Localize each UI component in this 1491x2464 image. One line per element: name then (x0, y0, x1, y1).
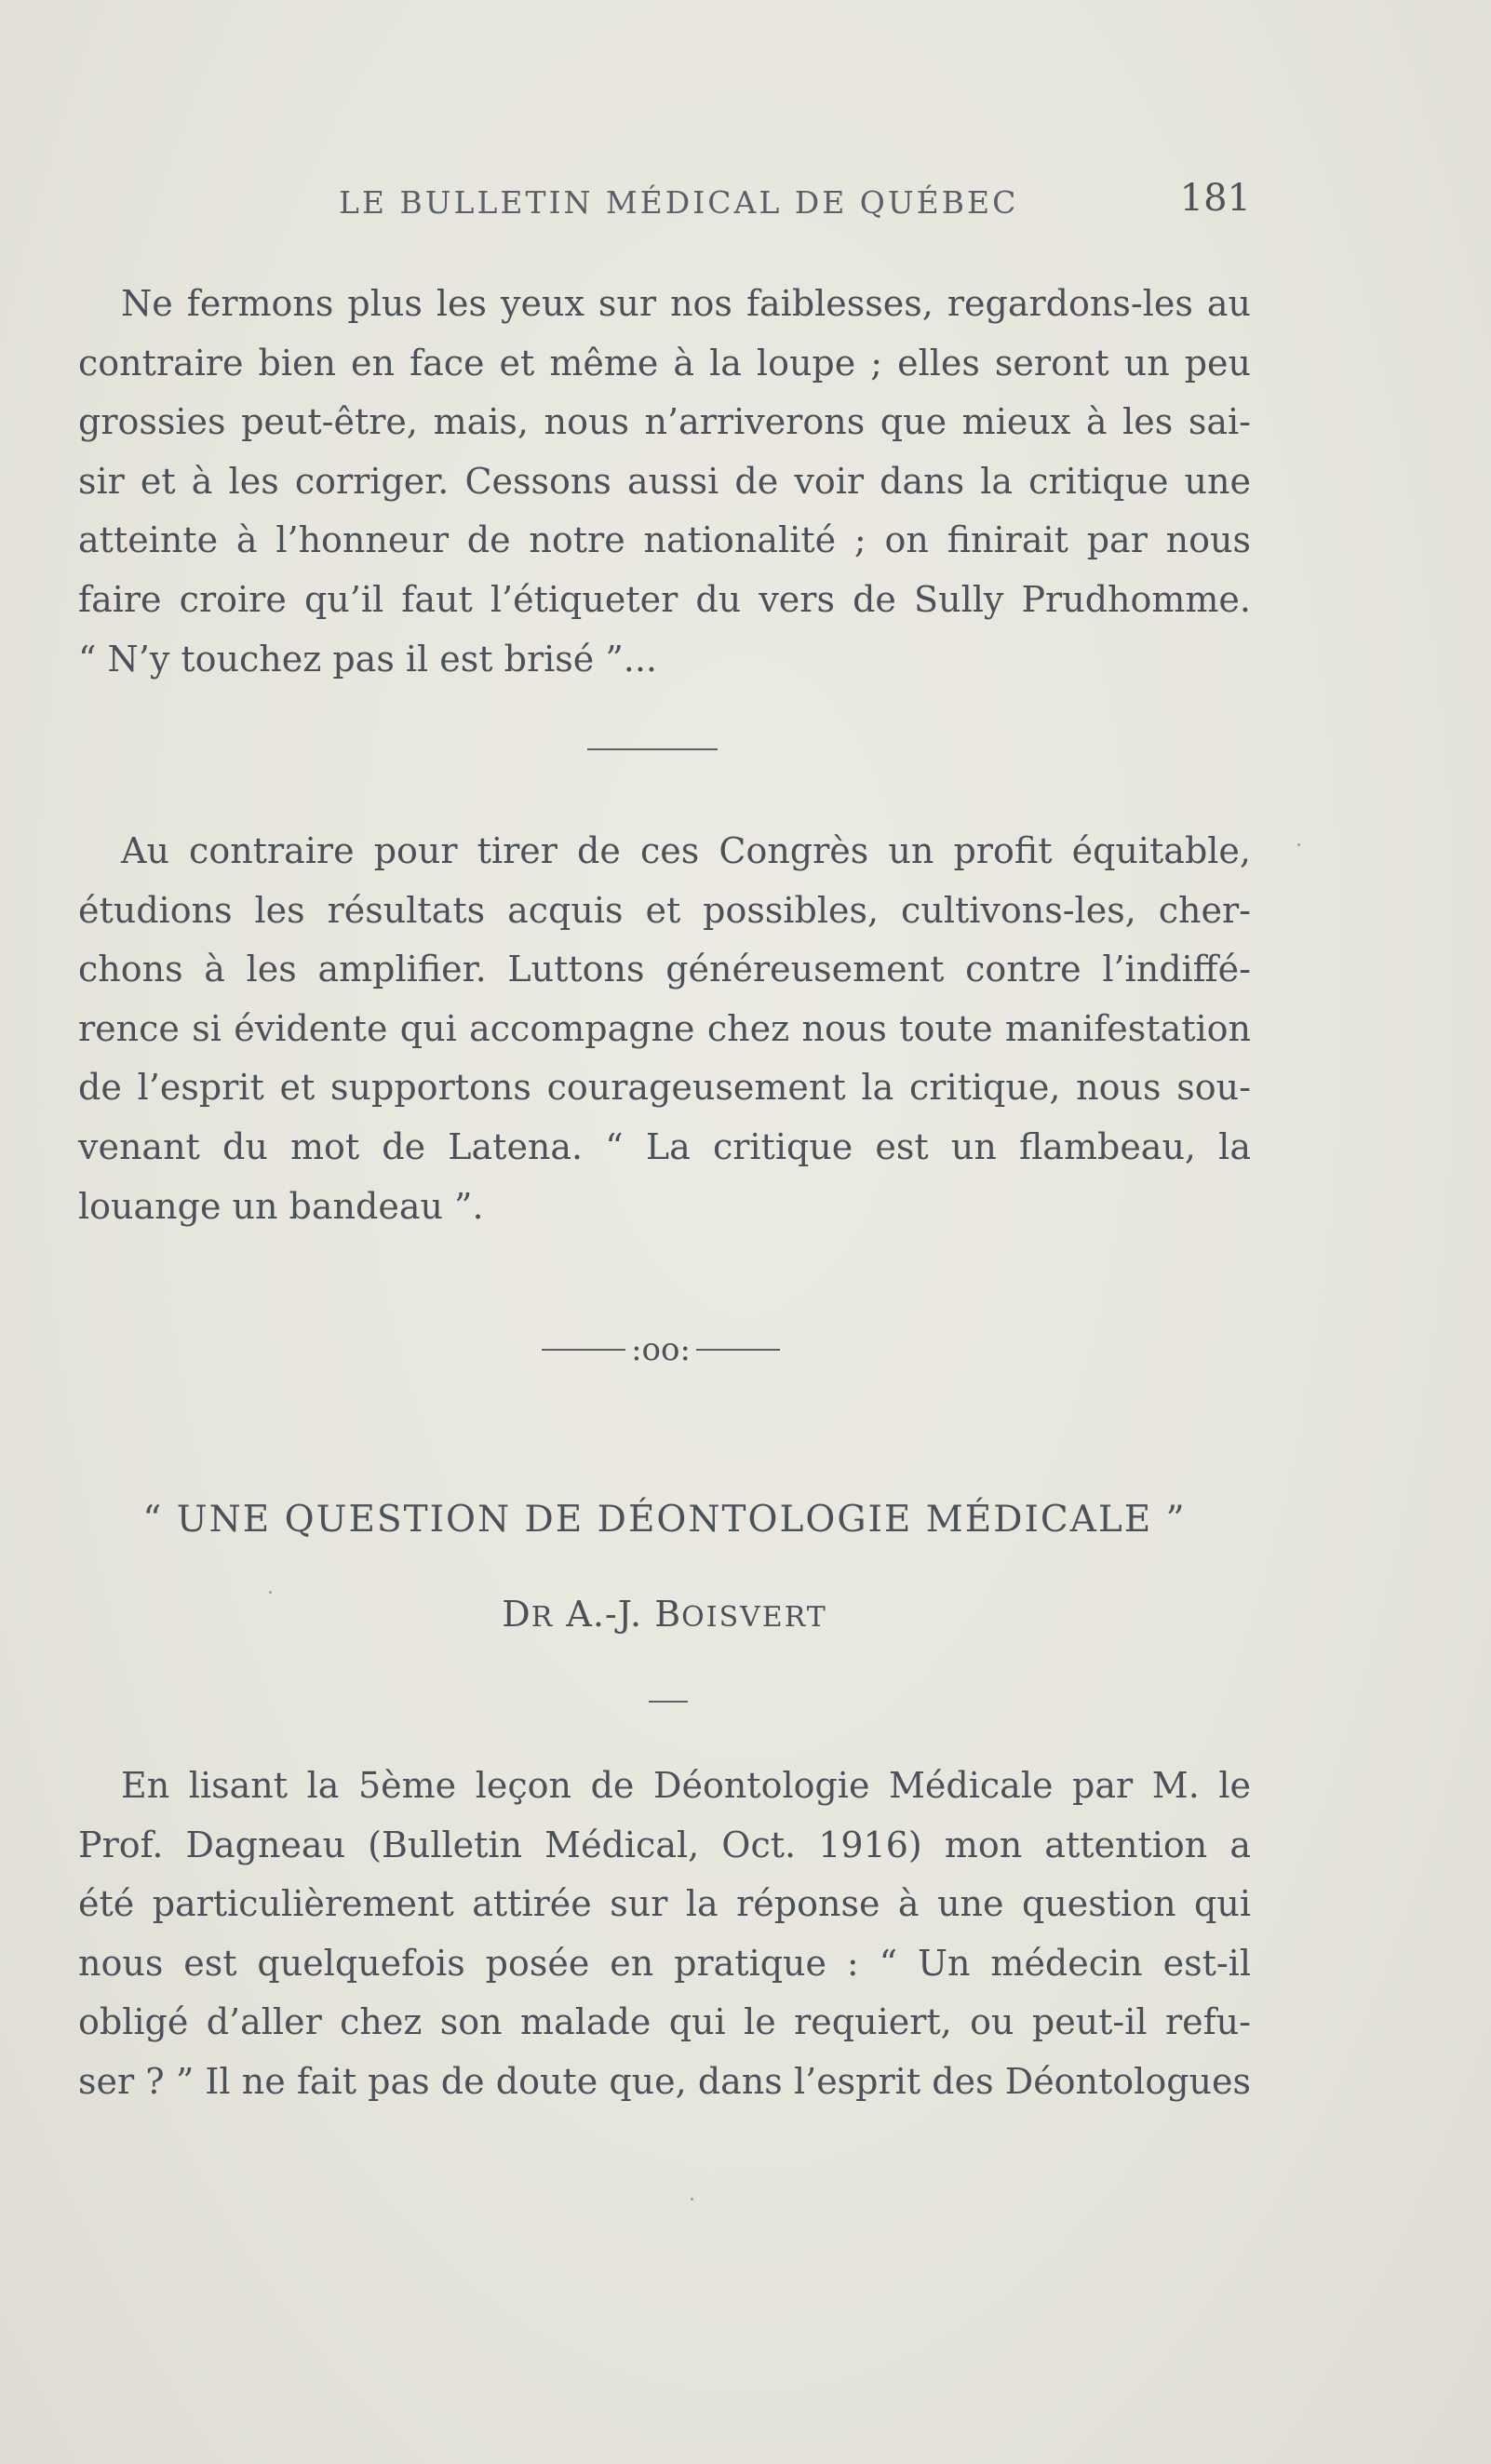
separator-text: :oo: (631, 1331, 691, 1368)
text-line: sir et à les corriger. Cessons aussi de voir dans la critique une (78, 460, 1251, 502)
text-line: contraire bien en face et même à la loupe ; elles seront un peu (78, 342, 1251, 384)
author-prefix-small: R (531, 1601, 555, 1634)
author-surname-cap: B (654, 1594, 682, 1635)
running-header (78, 177, 1251, 223)
page-number: 181 (1179, 177, 1251, 220)
text-line: “ N’y touchez pas il est brisé ”... (78, 638, 658, 680)
text-line: obligé d’aller chez son malade qui le requiert, ou peut-il refu- (78, 2001, 1251, 2043)
article-title: “ UNE QUESTION DE DÉONTOLOGIE MÉDICALE ” (142, 1499, 1187, 1541)
specks (269, 1591, 272, 1594)
author-initials: A.-J. (566, 1594, 643, 1635)
separator-dash-left (542, 1349, 625, 1351)
running-title: LE BULLETIN MÉDICAL DE QUÉBEC (339, 184, 1019, 221)
title-rule (649, 1701, 688, 1703)
paragraph-3 (78, 1757, 1251, 2112)
text-line: Prof. Dagneau (Bulletin Médical, Oct. 1916) mon attention a (78, 1824, 1251, 1865)
separator-dash-right (696, 1349, 780, 1351)
text-line: nous est quelquefois posée en pratique : “ Un médecin est-il (78, 1942, 1251, 1984)
text-line: de l’esprit et supportons courageusement la critique, nous sou- (78, 1067, 1251, 1109)
text-line: été particulièrement attirée sur la réponse à une question qui (78, 1883, 1251, 1925)
specks (691, 2198, 693, 2201)
article-author (78, 1594, 1251, 1635)
text-line: Au contraire pour tirer de ces Congrès un profit équitable, (121, 830, 1251, 871)
text-line: étudions les résultats acquis et possibles, cultivons-les, cher- (78, 889, 1251, 931)
text-line: ser ? ” Il ne fait pas de doute que, dans l’esprit des Déontologues (78, 2060, 1251, 2102)
text-line: venant du mot de Latena. “ La critique est un flambeau, la (78, 1125, 1251, 1167)
text-line: faire croire qu’il faut l’étiqueter du vers de Sully Prudhomme. (78, 578, 1251, 620)
text-line: rence si évidente qui accompagne chez nous toute manifestation (78, 1007, 1251, 1049)
text-line: grossies peut-être, mais, nous n’arriverons que mieux à les sai- (78, 401, 1251, 443)
text-line: louange un bandeau ”. (78, 1185, 484, 1227)
section-rule (587, 748, 718, 750)
text-line: Ne fermons plus les yeux sur nos faiblesses, regardons-les au (121, 283, 1251, 324)
text-line: chons à les amplifier. Luttons généreusement contre l’indiffé- (78, 949, 1251, 990)
paragraph-1 (78, 275, 1251, 689)
paragraph-2 (78, 822, 1251, 1236)
specks (1297, 843, 1300, 846)
ornamental-separator (535, 1331, 786, 1368)
text-line: En lisant la 5ème leçon de Déontologie Médicale par M. le (121, 1765, 1251, 1806)
author-surname-small: OISVERT (681, 1601, 827, 1634)
author-prefix-cap: D (502, 1594, 531, 1635)
text-line: atteinte à l’honneur de notre nationalité ; on finirait par nous (78, 519, 1251, 561)
